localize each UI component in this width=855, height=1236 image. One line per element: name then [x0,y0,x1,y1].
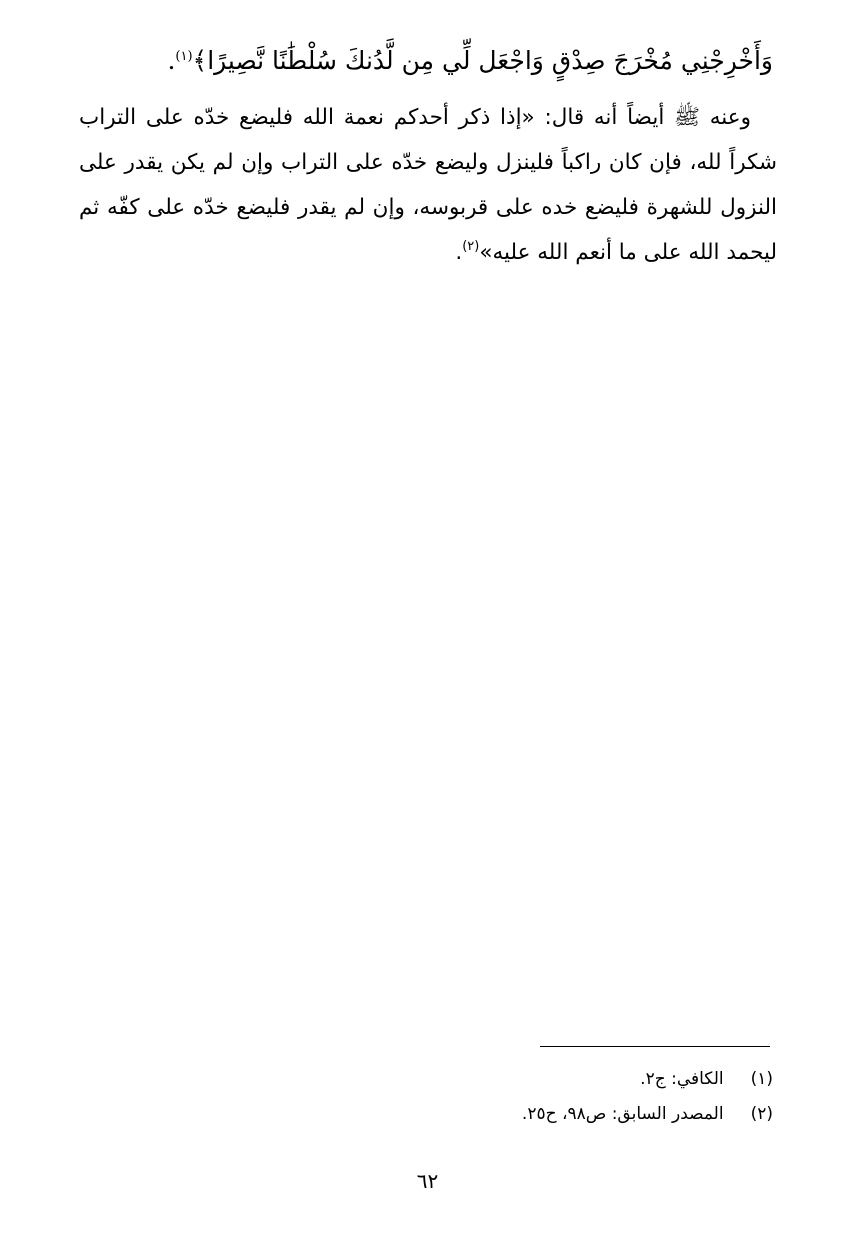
verse-close-bracket: ﴾ [192,46,208,75]
footnotes [213,1062,773,1132]
paragraph-footnote-ref[interactable]: (٢) [462,239,480,254]
footnote-2 [213,1097,773,1132]
verse-footnote-ref[interactable]: (١) [175,49,193,64]
footnote-1 [213,1062,773,1097]
hadith-paragraph [79,95,777,275]
paragraph-intro: وعنه ﷺ أيضاً أنه قال: [534,105,751,130]
footnote-separator [540,1046,770,1047]
quote-close-mark: » [479,240,493,265]
hadith-quote: إذا ذكر أحدكم نعمة الله فليضع خدّه على التراب شكراً لله، فإن كان راكباً فلينزل وليضع خدّه على التراب وإن لم يكن يقدر على النزول للشهرة فليضع خده على قربوسه، وإن لم يقدر فليضع خدّه على كفّه ثم ليحمد الله على ما أنعم الله عليه [79,105,777,265]
verse-text: وَأَخْرِجْنِي مُخْرَجَ صِدْقٍ وَاجْعَل لِّي مِن لَّدُنكَ سُلْطَٰنًا نَّصِيرًا [207,46,773,75]
footnote-text: المصدر السابق: ص٩٨، ح٢٥. [521,1104,724,1124]
quote-open-mark: « [521,105,535,130]
page-number: ٦٢ [416,1169,439,1193]
quran-verse [73,36,773,86]
footnote-number: (٢) [750,1104,773,1124]
footnote-number: (١) [750,1069,773,1089]
footnote-text: الكافي: ج٢. [640,1069,724,1089]
paragraph-end-mark: . [455,240,463,265]
verse-end-mark: . [167,46,176,75]
